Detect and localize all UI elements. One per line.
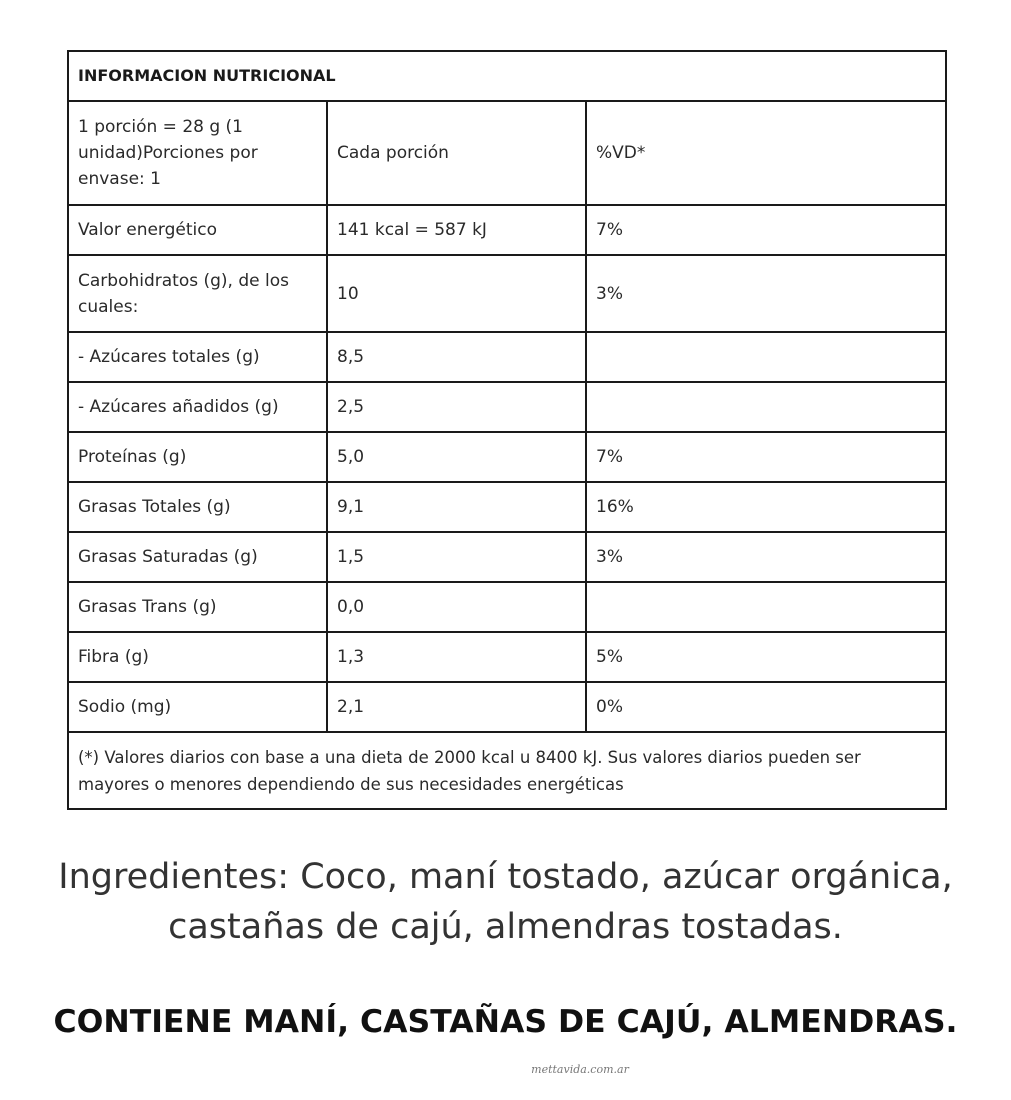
nutrient-amount: 141 kcal = 587 kJ (327, 205, 586, 255)
nutrient-name: Valor energético (68, 205, 327, 255)
table-row (68, 432, 946, 482)
nutrient-dv (586, 382, 946, 432)
table-title-row (68, 51, 946, 101)
table-row (68, 205, 946, 255)
nutrient-amount: 0,0 (327, 582, 586, 632)
nutrient-name: Grasas Trans (g) (68, 582, 327, 632)
nutrient-name: Proteínas (g) (68, 432, 327, 482)
nutrient-amount: 1,5 (327, 532, 586, 582)
per-serving-header: Cada porción (327, 101, 586, 205)
nutrient-dv: 7% (586, 432, 946, 482)
daily-value-footnote: (*) Valores diarios con base a una dieta de 2000 kcal u 8400 kJ. Sus valores diarios pueden ser mayores o menores dependiendo de sus necesidades energéticas (68, 732, 946, 809)
ingredients-line-2: castañas de cajú, almendras tostadas. (168, 907, 843, 947)
table-row (68, 632, 946, 682)
nutrient-name: - Azúcares añadidos (g) (68, 382, 327, 432)
nutrient-amount: 8,5 (327, 332, 586, 382)
nutrient-dv: 0% (586, 682, 946, 732)
nutrient-dv (586, 332, 946, 382)
table-row (68, 382, 946, 432)
nutrient-amount: 1,3 (327, 632, 586, 682)
nutrition-table (67, 50, 947, 810)
nutrient-amount: 5,0 (327, 432, 586, 482)
table-row (68, 482, 946, 532)
nutrient-name: - Azúcares totales (g) (68, 332, 327, 382)
nutrient-dv: 3% (586, 255, 946, 332)
nutrient-amount: 9,1 (327, 482, 586, 532)
nutrient-name: Grasas Totales (g) (68, 482, 327, 532)
table-row (68, 682, 946, 732)
table-title: INFORMACION NUTRICIONAL (68, 51, 946, 101)
ingredients-text (0, 852, 1011, 952)
nutrient-dv (586, 582, 946, 632)
watermark: mettavida.com.ar (531, 1063, 629, 1076)
table-row (68, 255, 946, 332)
nutrient-dv: 7% (586, 205, 946, 255)
nutrient-dv: 16% (586, 482, 946, 532)
nutrient-amount: 2,5 (327, 382, 586, 432)
ingredients-line-1: Ingredientes: Coco, maní tostado, azúcar orgánica, (58, 857, 953, 897)
serving-size-cell: 1 porción = 28 g (1 unidad)Porciones por envase: 1 (68, 101, 327, 205)
table-row (68, 532, 946, 582)
nutrient-name: Carbohidratos (g), de los cuales: (68, 255, 327, 332)
daily-value-header: %VD* (586, 101, 946, 205)
table-header-row (68, 101, 946, 205)
nutrient-amount: 2,1 (327, 682, 586, 732)
table-row (68, 582, 946, 632)
nutrient-name: Grasas Saturadas (g) (68, 532, 327, 582)
nutrient-dv: 3% (586, 532, 946, 582)
nutrient-amount: 10 (327, 255, 586, 332)
nutrient-name: Fibra (g) (68, 632, 327, 682)
nutrient-name: Sodio (mg) (68, 682, 327, 732)
nutrient-dv: 5% (586, 632, 946, 682)
table-row (68, 332, 946, 382)
allergen-warning: CONTIENE MANÍ, CASTAÑAS DE CAJÚ, ALMENDRAS. (53, 1004, 958, 1040)
footnote-row (68, 732, 946, 809)
